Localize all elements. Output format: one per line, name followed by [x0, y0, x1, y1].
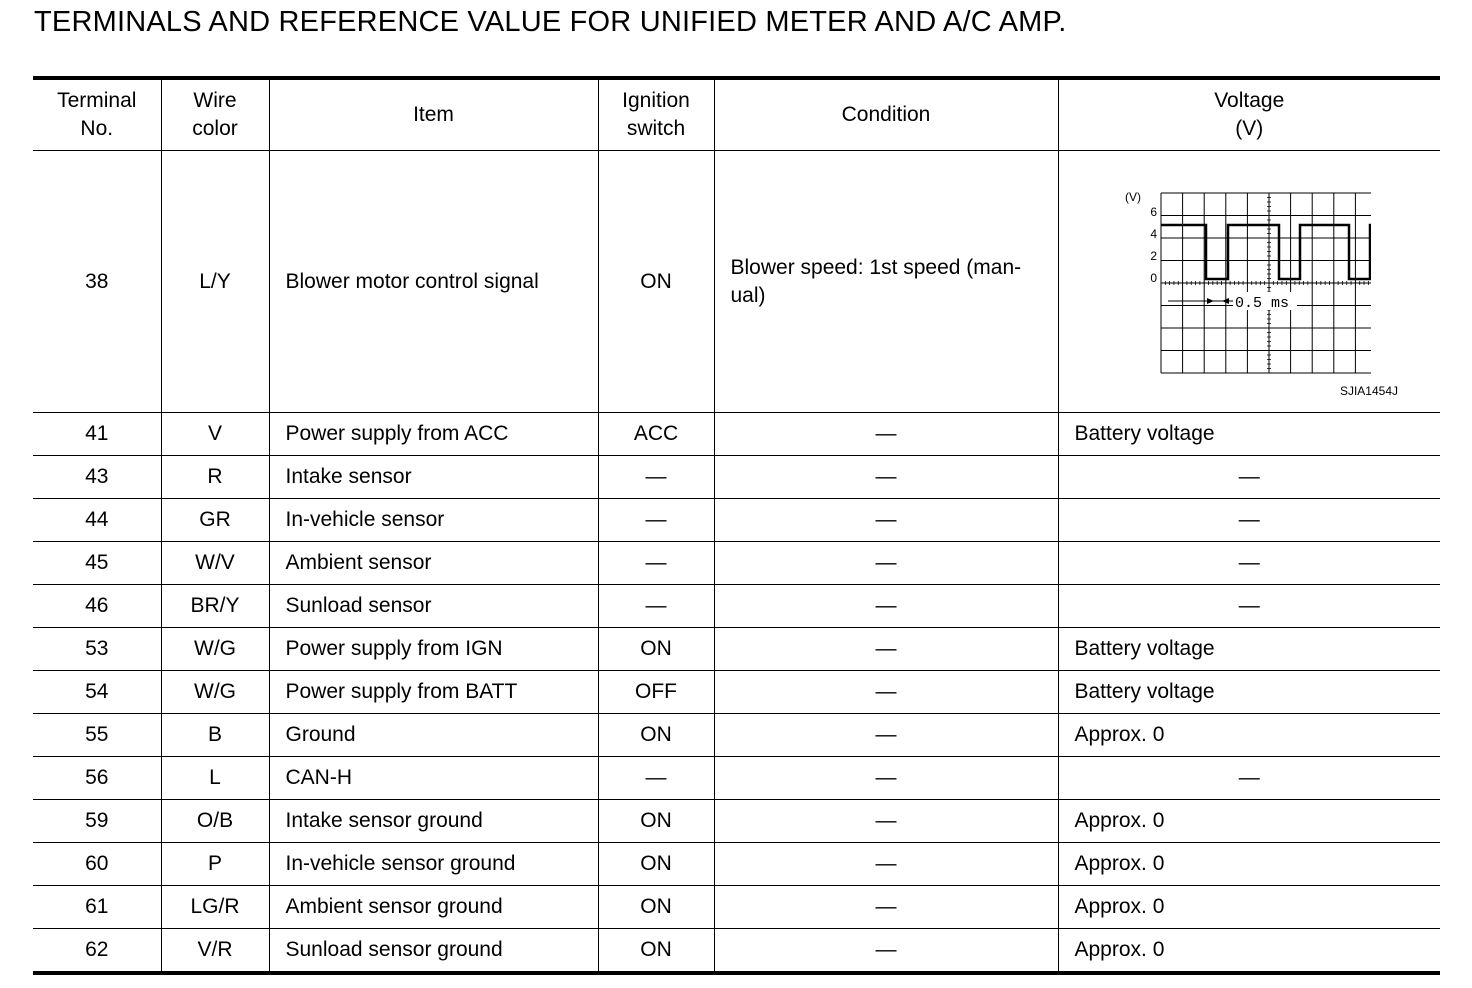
table-row [33, 714, 1440, 757]
cell-condition: — [714, 456, 1058, 499]
cell-ignition: ON [598, 800, 714, 843]
cell-wire-color: L [161, 757, 269, 800]
cell-condition: — [714, 671, 1058, 714]
cell-condition: — [714, 542, 1058, 585]
y-tick-0: 0 [1149, 271, 1157, 285]
table-row [33, 671, 1440, 714]
cell-voltage: Approx. 0 [1058, 843, 1440, 886]
y-tick-2: 2 [1149, 249, 1157, 263]
cell-wire-color: R [161, 456, 269, 499]
cell-item: Power supply from ACC [269, 413, 598, 456]
cell-terminal: 43 [33, 456, 161, 499]
cell-terminal: 61 [33, 886, 161, 929]
cell-wire-color: V [161, 413, 269, 456]
cell-item: Blower motor control signal [269, 151, 598, 413]
cell-wire-color: GR [161, 499, 269, 542]
cell-terminal: 55 [33, 714, 161, 757]
table-row [33, 151, 1440, 413]
cell-terminal: 45 [33, 542, 161, 585]
oscilloscope-grid [1161, 193, 1371, 373]
cell-wire-color: W/G [161, 628, 269, 671]
header-item: Item [269, 78, 598, 151]
cell-item: Ambient sensor [269, 542, 598, 585]
cell-ignition: ON [598, 886, 714, 929]
cell-wire-color: BR/Y [161, 585, 269, 628]
unit-label: (V) [1124, 190, 1141, 204]
figure-id: SJIA1454J [1339, 384, 1398, 398]
square-wave-signal [1161, 225, 1371, 279]
cell-ignition: — [598, 585, 714, 628]
cell-condition: — [714, 585, 1058, 628]
table-row [33, 843, 1440, 886]
y-tick-6: 6 [1149, 205, 1157, 219]
cell-terminal: 59 [33, 800, 161, 843]
cell-terminal: 44 [33, 499, 161, 542]
oscilloscope-waveform [1111, 187, 1371, 377]
cell-item: Ambient sensor ground [269, 886, 598, 929]
y-tick-4: 4 [1149, 227, 1157, 241]
terminal-reference-table [33, 76, 1440, 975]
table-row [33, 757, 1440, 800]
cell-item: Power supply from BATT [269, 671, 598, 714]
cell-terminal: 62 [33, 929, 161, 974]
cell-voltage-waveform [1058, 151, 1440, 413]
cell-ignition: — [598, 757, 714, 800]
table-header-row [33, 78, 1440, 151]
cell-ignition: — [598, 542, 714, 585]
cell-item: Sunload sensor ground [269, 929, 598, 974]
header-condition: Condition [714, 78, 1058, 151]
cell-condition: — [714, 628, 1058, 671]
cell-item: Intake sensor [269, 456, 598, 499]
cell-item: Power supply from IGN [269, 628, 598, 671]
cell-condition: — [714, 499, 1058, 542]
table-row [33, 542, 1440, 585]
table-row [33, 585, 1440, 628]
cell-item: Sunload sensor [269, 585, 598, 628]
cell-wire-color: W/V [161, 542, 269, 585]
cell-condition: — [714, 929, 1058, 974]
cell-condition: — [714, 843, 1058, 886]
cell-terminal: 60 [33, 843, 161, 886]
table-row [33, 886, 1440, 929]
cell-item: In-vehicle sensor [269, 499, 598, 542]
cell-terminal: 38 [33, 151, 161, 413]
header-ignition-switch: Ignition switch [598, 78, 714, 151]
cell-voltage: — [1058, 456, 1440, 499]
cell-item: In-vehicle sensor ground [269, 843, 598, 886]
cell-condition: — [714, 413, 1058, 456]
table-row [33, 413, 1440, 456]
cell-ignition: OFF [598, 671, 714, 714]
page-title: TERMINALS AND REFERENCE VALUE FOR UNIFIED METER AND A/C AMP. [34, 6, 1067, 38]
cell-ignition: — [598, 456, 714, 499]
cell-item: CAN-H [269, 757, 598, 800]
cell-wire-color: O/B [161, 800, 269, 843]
cell-voltage: — [1058, 585, 1440, 628]
table-row [33, 929, 1440, 974]
cell-terminal: 56 [33, 757, 161, 800]
cell-condition: — [714, 757, 1058, 800]
header-voltage: Voltage (V) [1058, 78, 1440, 151]
header-wire-color: Wire color [161, 78, 269, 151]
cell-terminal: 54 [33, 671, 161, 714]
cell-item: Intake sensor ground [269, 800, 598, 843]
cell-wire-color: P [161, 843, 269, 886]
table-row [33, 456, 1440, 499]
table-row [33, 800, 1440, 843]
cell-condition: Blower speed: 1st speed (man- ual) [714, 151, 1058, 413]
table-row [33, 499, 1440, 542]
cell-voltage: — [1058, 542, 1440, 585]
time-scale-label: 0.5 ms [1234, 295, 1289, 312]
cell-ignition: — [598, 499, 714, 542]
cell-voltage: Approx. 0 [1058, 714, 1440, 757]
cell-voltage: Approx. 0 [1058, 886, 1440, 929]
cell-voltage: Approx. 0 [1058, 800, 1440, 843]
cell-wire-color: V/R [161, 929, 269, 974]
cell-condition: — [714, 800, 1058, 843]
cell-voltage: Battery voltage [1058, 671, 1440, 714]
header-terminal: Terminal No. [33, 78, 161, 151]
cell-voltage: — [1058, 757, 1440, 800]
cell-condition: — [714, 886, 1058, 929]
cell-ignition: ON [598, 843, 714, 886]
table-row [33, 628, 1440, 671]
cell-ignition: ON [598, 151, 714, 413]
cell-ignition: ON [598, 929, 714, 974]
cell-condition: — [714, 714, 1058, 757]
cell-voltage: Approx. 0 [1058, 929, 1440, 974]
cell-ignition: ON [598, 628, 714, 671]
cell-wire-color: L/Y [161, 151, 269, 413]
cell-wire-color: W/G [161, 671, 269, 714]
cell-wire-color: B [161, 714, 269, 757]
cell-ignition: ACC [598, 413, 714, 456]
cell-voltage: Battery voltage [1058, 628, 1440, 671]
cell-wire-color: LG/R [161, 886, 269, 929]
cell-terminal: 46 [33, 585, 161, 628]
cell-voltage: Battery voltage [1058, 413, 1440, 456]
cell-voltage: — [1058, 499, 1440, 542]
cell-terminal: 41 [33, 413, 161, 456]
cell-terminal: 53 [33, 628, 161, 671]
cell-item: Ground [269, 714, 598, 757]
cell-ignition: ON [598, 714, 714, 757]
